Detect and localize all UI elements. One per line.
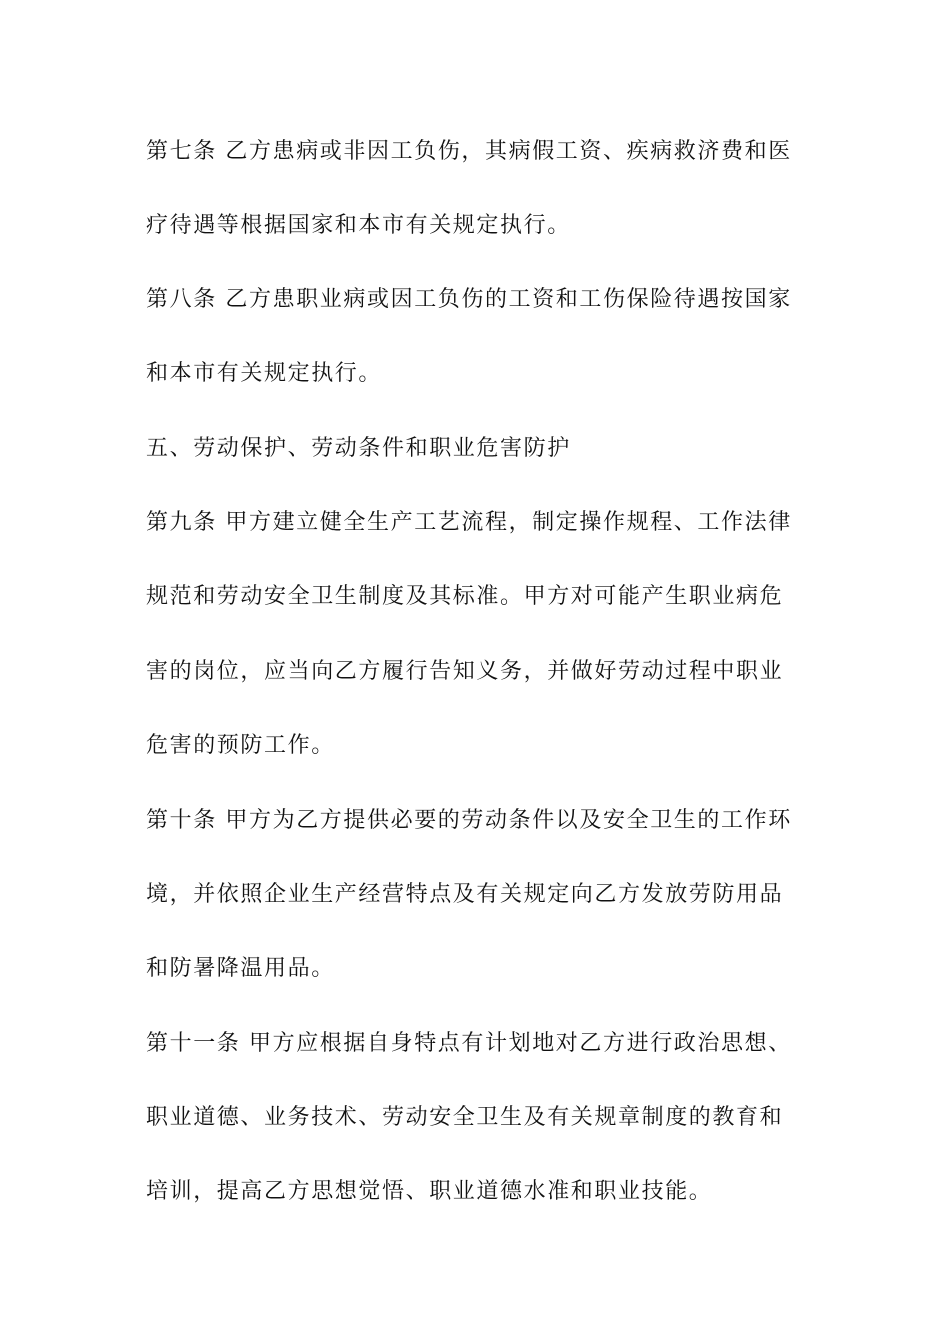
article-9-line-3: 害的岗位，应当向乙方履行告知义务，并做好劳动过程中职业 — [146, 659, 784, 684]
article-10-line-2: 境，并依照企业生产经营特点及有关规定向乙方发放劳防用品 — [146, 882, 784, 907]
article-8-line-1: 第八条 乙方患职业病或因工负伤的工资和工伤保险待遇按国家 — [146, 287, 792, 312]
article-9-line-2: 规范和劳动安全卫生制度及其标准。甲方对可能产生职业病危 — [146, 584, 784, 609]
section-5-heading: 五、劳动保护、劳动条件和职业危害防护 — [146, 436, 571, 461]
article-7-line-1: 第七条 乙方患病或非因工负伤，其病假工资、疾病救济费和医 — [146, 139, 792, 164]
article-9-line-1: 第九条 甲方建立健全生产工艺流程，制定操作规程、工作法律 — [146, 510, 792, 535]
article-11-line-3: 培训，提高乙方思想觉悟、职业道德水准和职业技能。 — [146, 1179, 713, 1204]
article-10-line-3: 和防暑降温用品。 — [146, 956, 335, 981]
article-9-line-4: 危害的预防工作。 — [146, 733, 335, 758]
article-11-line-1: 第十一条 甲方应根据自身特点有计划地对乙方进行政治思想、 — [146, 1031, 792, 1056]
article-11-line-2: 职业道德、业务技术、劳动安全卫生及有关规章制度的教育和 — [146, 1105, 784, 1130]
article-10-line-1: 第十条 甲方为乙方提供必要的劳动条件以及安全卫生的工作环 — [146, 808, 792, 833]
article-7-line-2: 疗待遇等根据国家和本市有关规定执行。 — [146, 213, 571, 238]
article-8-line-2: 和本市有关规定执行。 — [146, 361, 383, 386]
